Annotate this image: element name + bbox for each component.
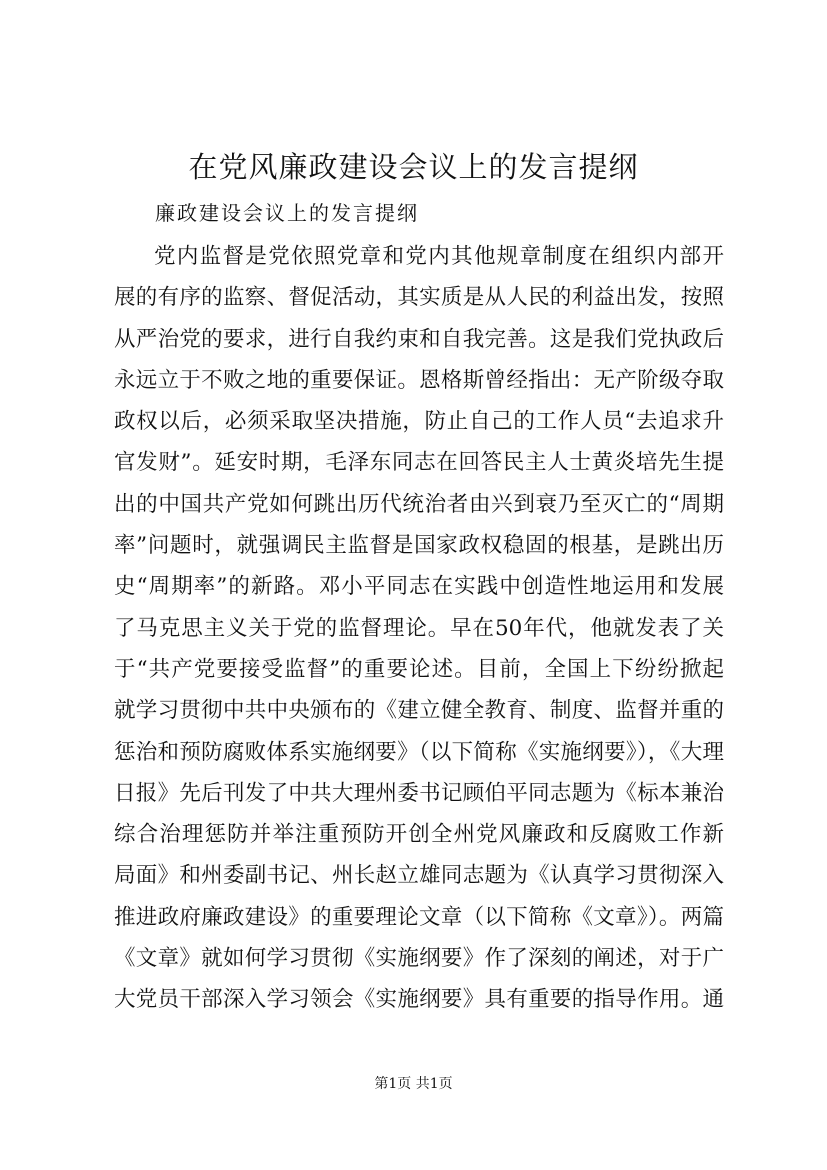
body-line: 《文章》就如何学习贯彻《实施纲要》作了深刻的阐述，对于广 <box>114 946 724 972</box>
body-line: 展的有序的监察、督促活动，其实质是从人民的利益出发，按照 <box>114 285 724 311</box>
document-title: 在党风廉政建设会议上的发言提纲 <box>188 150 639 184</box>
body-line: 就学习贯彻中共中央颁布的《建立健全教育、制度、监督并重的 <box>114 698 724 724</box>
body-line: 率”问题时，就强调民主监督是国家政权稳固的根基，是跳出历 <box>114 533 724 559</box>
body-line: 官发财”。延安时期，毛泽东同志在回答民主人士黄炎培先生提 <box>114 450 724 476</box>
body-line: 推进政府廉政建设》的重要理论文章（以下简称《文章》）。两篇 <box>114 904 724 930</box>
body-line: 出的中国共产党如何跳出历代统治者由兴到衰乃至灭亡的“周期 <box>114 491 724 517</box>
body-line: 于“共产党要接受监督”的重要论述。目前，全国上下纷纷掀起 <box>114 656 724 682</box>
body-line: 日报》先后刊发了中共大理州委书记顾伯平同志题为《标本兼治 <box>114 780 724 806</box>
body-line: 党内监督是党依照党章和党内其他规章制度在组织内部开 <box>154 244 724 269</box>
body-line: 大党员干部深入学习领会《实施纲要》具有重要的指导作用。通 <box>114 987 724 1013</box>
body-paragraph <box>114 236 724 1021</box>
body-line: 史“周期率”的新路。邓小平同志在实践中创造性地运用和发展 <box>114 574 724 600</box>
body-line: 综合治理惩防并举注重预防开创全州党风廉政和反腐败工作新 <box>114 822 724 848</box>
body-line: 了马克思主义关于党的监督理论。早在50年代，他就发表了关 <box>114 615 724 641</box>
document-subtitle: 廉政建设会议上的发言提纲 <box>155 201 419 225</box>
body-line: 惩治和预防腐败体系实施纲要》（以下简称《实施纲要》），《大理 <box>114 739 724 765</box>
body-line: 永远立于不败之地的重要保证。恩格斯曾经指出：无产阶级夺取 <box>114 367 724 393</box>
body-line: 从严治党的要求，进行自我约束和自我完善。这是我们党执政后 <box>114 326 724 352</box>
body-line: 局面》和州委副书记、州长赵立雄同志题为《认真学习贯彻深入 <box>114 863 724 889</box>
body-line: 政权以后，必须采取坚决措施，防止自己的工作人员“去追求升 <box>114 409 724 435</box>
page-footer: 第1页 共1页 <box>374 1076 453 1092</box>
